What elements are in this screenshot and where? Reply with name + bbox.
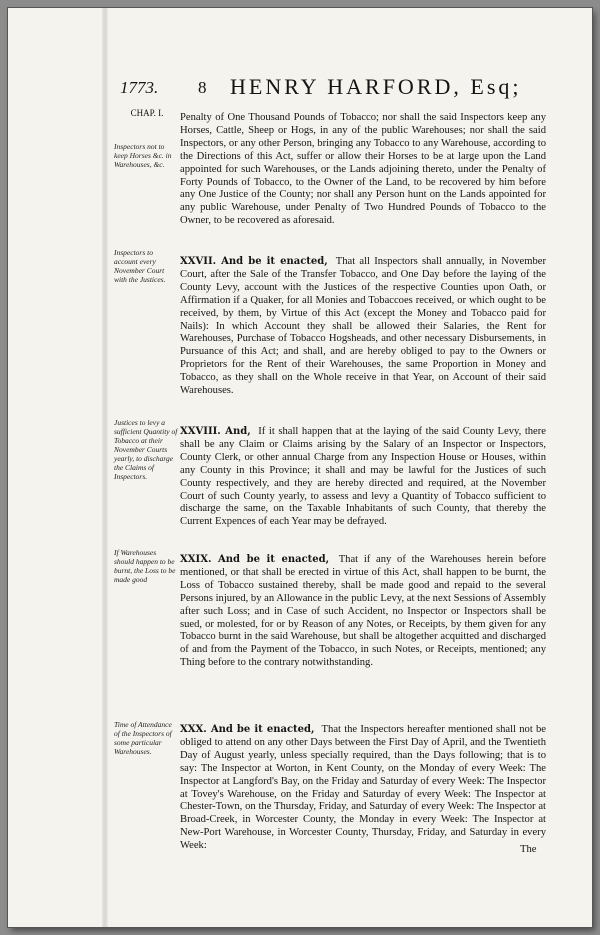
paragraph-xxviii xyxy=(180,426,546,529)
section-mark-xxx: XXX. And be it enacted, xyxy=(180,724,315,735)
margin-note-1: Inspectors not to keep Horses &c. in Warehouses, &c. xyxy=(114,142,172,169)
chapter-label: CHAP. I. xyxy=(130,108,164,118)
catchword: The xyxy=(520,844,537,855)
paragraph-xxix-text: That if any of the Warehouses herein before mentioned, or that shall be erected in virtue of this Act, shall happen to be burnt, the Loss of Tobacco sustained thereby, shall be made good and repaid to the several Persons injured, by an Allowance in the public Levy, at the next Sessions of Assembly after such Loss; and in Case of such Accident, no Inspector or Inspectors shall be sued, or molested, for or by Reason of any Notes, or Receipts, by them given for any Tobacco burnt in the said Warehouse, but shall be altogether acquitted and discharged of and from the Payment of the Tobacco, in such Notes, or Receipts, mentioned; any Thing before to the contrary notwithstanding. xyxy=(180,554,546,669)
paragraph-xxvii-text: That all Inspectors shall annually, in November Court, after the Sale of the Transfer Tobacco, and One Day before the laying of the County Levy, account with the Justices of the respective Counties upon Oath, or Affirmation if a Quaker, for all Monies and Tobaccoes received, or which ought to be received, by them, by Virtue of this Act (except the Money and Tobacco paid for Nails): In which Account they shall be allowed their Salaries, the Rent for Warehouses, Purchase of Tobacco Hogsheads, and other necessary Disbursements, in Pursuance of this Act; and shall, and are hereby obliged to pay to the Owners or Proprietors for the Rent of their Warehouses, the same Proportion in Money and Tobacco, as they shall on the Whole receive in that Year, on Account of their said Warehouses. xyxy=(180,256,546,397)
paragraph-xxviii-text: If it shall happen that at the laying of the said County Levy, there shall be any Claim or Claims arising by the Salary of an Inspector or Inspectors, County Clerk, or other annual Charge from any Inspection House or Houses, within any County in this Province; it shall and may be lawful for the Justices of such County respectively, and they are hereby directed and required, at the November Court of such County yearly, to assess and levy a Quantity of Tobacco sufficient to discharge the same, on the Taxable Inhabitants of such County, that thereby the Current Expences of each Year may be defrayed. xyxy=(180,426,546,528)
paragraph-1-text: Penalty of One Thousand Pounds of Tobacco; nor shall the said Inspectors keep any Horses, Cattle, Sheep or Hogs, in any of the public Warehouses; nor shall the said Inspectors, or any other Person, bringing any Tobacco to any Warehouse, according to the Directions of this Act, suffer or allow their Horses to be at large upon the Land appointed for such Warehouses, or the Lands adjoining thereto, under the Penalty of Forty Pounds of Tobacco, to the Owner of the Land, to be recovered by him before any One Justice of the County; nor shall any Person hunt on the Lands appointed for any public Warehouse, under Penalty of Two Hundred Pounds of Tobacco to the Owner, to be recovered as aforesaid. xyxy=(180,112,546,227)
paragraph-xxx-text: That the Inspectors hereafter mentioned shall not be obliged to attend on any other Days between the First Day of April, and the Twentieth Day of August yearly, unless specially required, than the Days following; that is to say: The Inspector at Worton, in Kent County, on the Monday of every Week: The Inspector at Langford's Bay, on the Friday and Saturday of every Week: The Inspector at Tovey's Warehouse, on the Friday and Saturday of every Week: The Inspector at Chester-Town, on the Thursday, Friday, and Saturday of every Week: The Inspector at Broad-Creek, in Worcester County, the Monday in every Week: The Inspector at New-Port Warehouse, in Worcester County, Thursday, Friday, and Saturday in every Week: xyxy=(180,724,546,852)
running-title: HENRY HARFORD, Esq; xyxy=(230,74,522,99)
paragraph-xxx xyxy=(180,724,546,853)
section-mark-xxix: XXIX. And be it enacted, xyxy=(180,554,330,565)
margin-note-3: Justices to levy a sufficient Quantity of Tobacco at their November Courts yearly, to discharge the Claims of Inspectors. xyxy=(114,418,178,481)
header-year: 1773. xyxy=(120,78,159,97)
paragraph-xxvii xyxy=(180,256,546,398)
margin-note-2: Inspectors to account every November Court with the Justices. xyxy=(114,248,166,284)
document-page xyxy=(8,8,592,927)
paragraph-1 xyxy=(180,112,546,228)
page-gutter-shadow xyxy=(102,8,108,927)
paragraph-xxix xyxy=(180,554,546,670)
section-mark-xxviii: XXVIII. And, xyxy=(180,426,251,437)
page-header xyxy=(8,66,592,106)
section-mark-xxvii: XXVII. And be it enacted, xyxy=(180,256,328,267)
margin-note-5: Time of Attendance of the Inspectors of some particular Warehouses. xyxy=(114,720,172,756)
page-number: 8 xyxy=(198,78,207,97)
margin-note-4: If Warehouses should happen to be burnt, the Loss to be made good xyxy=(114,548,176,584)
